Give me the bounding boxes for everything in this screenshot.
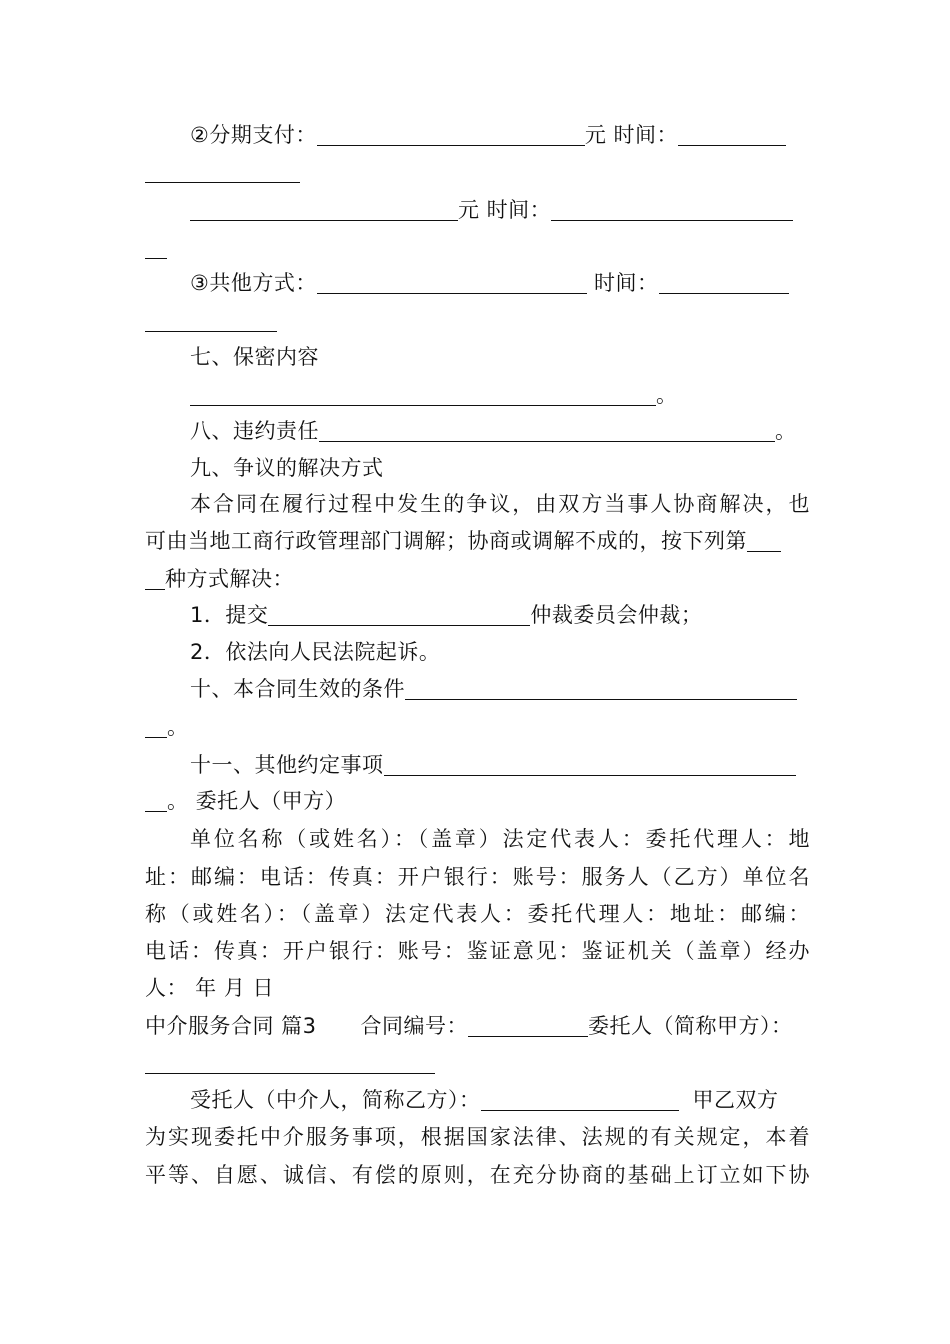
continuation-line xyxy=(145,157,810,187)
other-method-label: ③共他方式： xyxy=(190,271,317,295)
section-10-label: 十、本合同生效的条件 xyxy=(190,677,405,701)
blank-method-number xyxy=(747,529,781,552)
blank-other-time xyxy=(659,271,789,294)
section-9-text-3: 种方式解决： xyxy=(165,567,294,591)
option-2-line: 2．依法向人民法院起诉。 xyxy=(190,640,441,664)
section-10-cont xyxy=(145,712,810,742)
blank-liability xyxy=(319,419,775,442)
client-party-a-label: 。 委托人（甲方） xyxy=(167,789,347,813)
continuation-line-2 xyxy=(145,233,810,263)
section-7-title: 七、保密内容 xyxy=(190,345,319,369)
contract-number-label: 合同编号： xyxy=(360,1014,469,1038)
option-1-label: 1．提交 xyxy=(190,603,269,627)
amount-time-label-2: 元 时间： xyxy=(458,198,552,222)
installment-payment-line-2 xyxy=(190,195,810,225)
party-info-line-1: 单位名称（或姓名）：（盖章）法定代表人：委托代理人：地 xyxy=(190,827,810,851)
party-info-line-3: 称（或姓名）：（盖章）法定代表人：委托代理人：地址：邮编： xyxy=(145,902,810,926)
section-10-line xyxy=(190,674,810,704)
section-8-line xyxy=(190,416,810,446)
parties-text: 甲乙双方 xyxy=(692,1088,779,1112)
contract-3-title: 中介服务合同 篇3 xyxy=(145,1014,317,1038)
blank-time-2 xyxy=(551,198,793,221)
client-label: 委托人（简称甲方）： xyxy=(588,1014,793,1038)
option-1-line xyxy=(190,600,810,630)
section-11-cont xyxy=(145,786,810,816)
section-9-text-2: 可由当地工商行政管理部门调解；协商或调解不成的，按下列第 xyxy=(145,529,747,553)
installment-label: ②分期支付： xyxy=(190,123,317,147)
section-8-label: 八、违约责任 xyxy=(190,419,319,443)
contract-3-para-line-2: 为实现委托中介服务事项，根据国家法律、法规的有关规定，本着 xyxy=(145,1125,810,1149)
blank-other-method xyxy=(317,271,587,294)
blank-time-1 xyxy=(678,123,786,146)
blank-other-matters-cont xyxy=(145,789,167,812)
section-11-label: 十一、其他约定事项 xyxy=(190,753,384,777)
installment-payment-line xyxy=(190,120,810,150)
blank-arbitration xyxy=(268,603,530,626)
blank-effective-cont xyxy=(145,715,167,738)
blank-amount-2 xyxy=(190,198,458,221)
period: 。 xyxy=(167,715,189,739)
party-info-line-5: 人： 年 月 日 xyxy=(145,976,275,1000)
amount-time-label: 元 时间： xyxy=(584,123,679,147)
section-11-line xyxy=(190,750,810,780)
period: 。 xyxy=(775,419,797,443)
blank-other-matters xyxy=(384,753,796,776)
blank-amount-1 xyxy=(317,123,585,146)
contract-3-para-line-3: 平等、自愿、诚信、有偿的原则，在充分协商的基础上订立如下协 xyxy=(145,1163,810,1187)
client-name-line xyxy=(145,1048,810,1078)
blank-contract-number xyxy=(468,1014,588,1037)
continuation-line-3 xyxy=(145,306,810,336)
confidential-content-line xyxy=(190,380,810,410)
option-1-tail: 仲裁委员会仲裁； xyxy=(530,603,703,627)
contract-3-header-line xyxy=(145,1011,825,1041)
agent-label: 受托人（中介人，简称乙方）： xyxy=(190,1088,481,1112)
blank-confidential xyxy=(190,383,656,406)
section-9-para-line-2 xyxy=(145,526,810,556)
blank-client-name xyxy=(145,1051,435,1074)
party-info-line-4: 电话：传真：开户银行：账号：鉴证意见：鉴证机关（盖章）经办 xyxy=(145,939,810,963)
section-9-title: 九、争议的解决方式 xyxy=(190,456,384,480)
period: 。 xyxy=(656,383,678,407)
other-method-line xyxy=(190,268,810,298)
section-9-para-line-3 xyxy=(145,564,810,594)
agent-line xyxy=(190,1085,810,1115)
blank-effective-conditions xyxy=(405,677,797,700)
blank-method-number-cont xyxy=(145,567,165,590)
section-9-para-line-1: 本合同在履行过程中发生的争议，由双方当事人协商解决，也 xyxy=(190,492,810,516)
other-time-label: 时间： xyxy=(586,271,659,295)
blank-other-time-cont xyxy=(145,309,277,332)
blank-agent-name xyxy=(481,1088,679,1111)
blank-time-2-cont xyxy=(145,236,167,259)
blank-time-1-cont xyxy=(145,160,300,183)
party-info-line-2: 址：邮编：电话：传真：开户银行：账号：服务人（乙方）单位名 xyxy=(145,865,810,889)
